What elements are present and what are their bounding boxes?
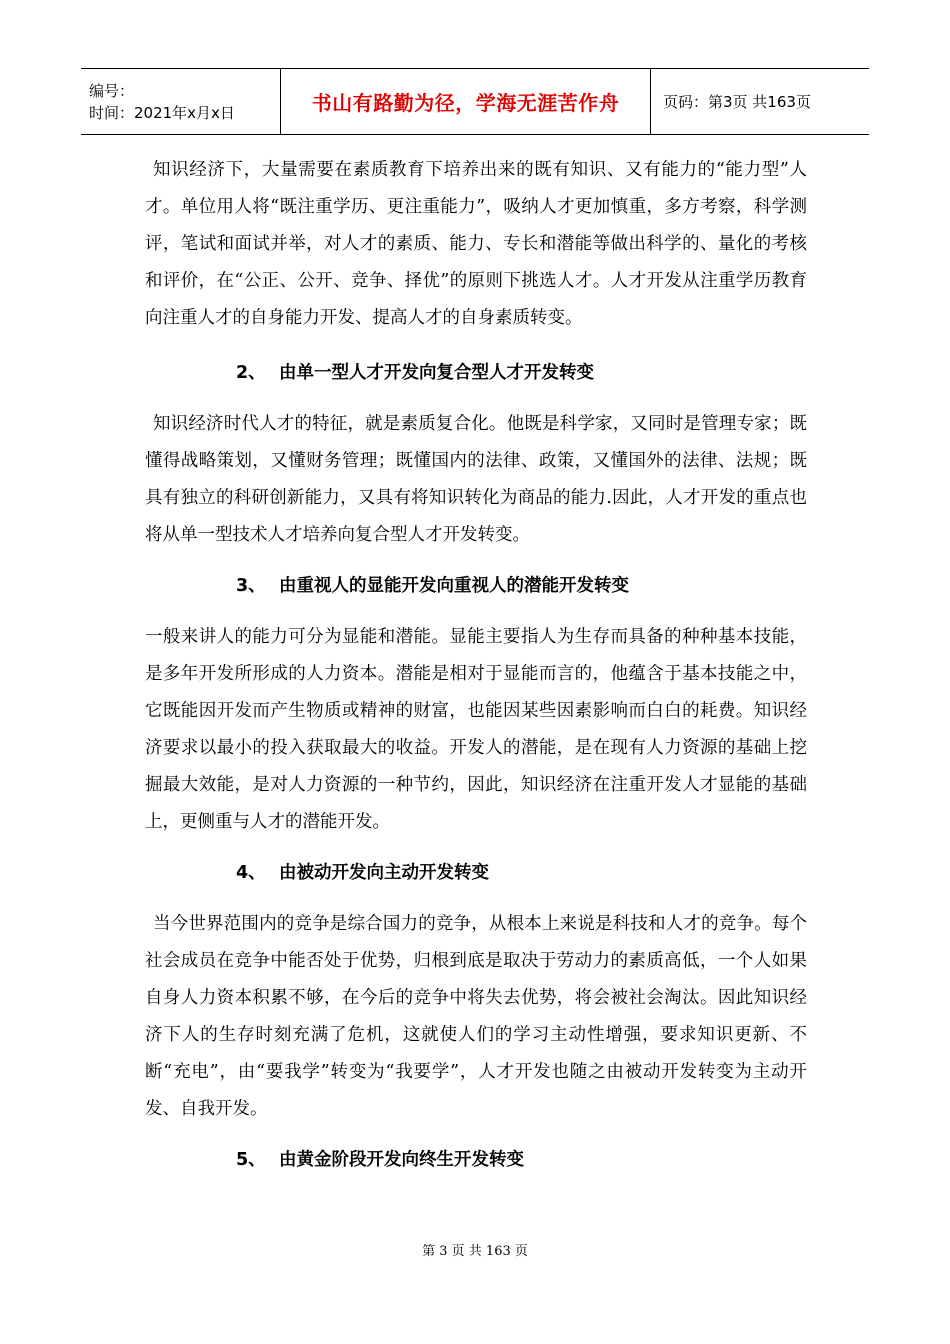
header-table bbox=[81, 68, 869, 135]
heading-text: 由重视人的显能开发向重视人的潜能开发转变 bbox=[279, 576, 629, 596]
page-footer: 第 3 页 共 163 页 bbox=[422, 1244, 528, 1259]
heading-number: 5、 bbox=[236, 1150, 266, 1170]
heading-number: 4、 bbox=[236, 863, 266, 883]
paragraph-2: 知识经济时代人才的特征，就是素质复合化。他既是科学家，又同时是管理专家；既懂得战略策划，又懂财务管理；既懂国内的法律、政策，又懂国外的法律、法规；既具有独立的科研创新能力，又具有将知识转化为商品的能力.因此，人才开发的重点也将从单一型技术人才培养向复合型人才开发转变。 bbox=[145, 414, 807, 545]
date-label: 时间：2021年x月x日 bbox=[89, 103, 235, 122]
heading-5 bbox=[145, 1142, 807, 1179]
header-meta bbox=[81, 69, 280, 134]
heading-text: 由单一型人才开发向复合型人才开发转变 bbox=[279, 363, 594, 383]
heading-4 bbox=[145, 855, 807, 892]
document-body bbox=[145, 152, 807, 1179]
heading-number: 3、 bbox=[236, 576, 266, 596]
heading-3 bbox=[145, 568, 807, 605]
header-motto-cell bbox=[280, 69, 651, 134]
number-label: 编号： bbox=[89, 81, 135, 100]
heading-2 bbox=[145, 355, 807, 392]
paragraph-3: 一般来讲人的能力可分为显能和潜能。显能主要指人为生存而具备的种种基本技能，是多年开发所形成的人力资本。潜能是相对于显能而言的，他蕴含于基本技能之中，它既能因开发而产生物质或精神的财富，也能因某些因素影响而白白的耗费。知识经济要求以最小的投入获取最大的收益。开发人的潜能，是在现有人力资源的基础上挖掘最大效能，是对人力资源的一种节约，因此，知识经济在注重开发人才显能的基础上，更侧重与人才的潜能开发。 bbox=[145, 627, 807, 832]
paragraph-4: 当今世界范围内的竞争是综合国力的竞争，从根本上来说是科技和人才的竞争。每个社会成员在竞争中能否处于优势，归根到底是取决于劳动力的素质高低，一个人如果自身人力资本积累不够，在今后的竞争中将失去优势，将会被社会淘汰。因此知识经济下人的生存时刻充满了危机，这就使人们的学习主动性增强，要求知识更新、不断“充电”，由“要我学”转变为“我要学”，人才开发也随之由被动开发转变为主动开发、自我开发。 bbox=[145, 914, 807, 1119]
motto: 书山有路勤为径，学海无涯苦作舟 bbox=[311, 91, 620, 115]
header-page-info: 页码：第3页 共163页 bbox=[663, 93, 811, 111]
paragraph-1: 知识经济下，大量需要在素质教育下培养出来的既有知识、又有能力的“能力型”人才。单位用人将“既注重学历、更注重能力”，吸纳人才更加慎重，多方考察，科学测评，笔试和面试并举，对人才的素质、能力、专长和潜能等做出科学的、量化的考核和评价，在“公正、公开、竞争、择优”的原则下挑选人才。人才开发从注重学历教育向注重人才的自身能力开发、提高人才的自身素质转变。 bbox=[145, 160, 807, 328]
heading-number: 2、 bbox=[236, 363, 266, 383]
heading-text: 由黄金阶段开发向终生开发转变 bbox=[279, 1150, 524, 1170]
heading-text: 由被动开发向主动开发转变 bbox=[279, 863, 489, 883]
